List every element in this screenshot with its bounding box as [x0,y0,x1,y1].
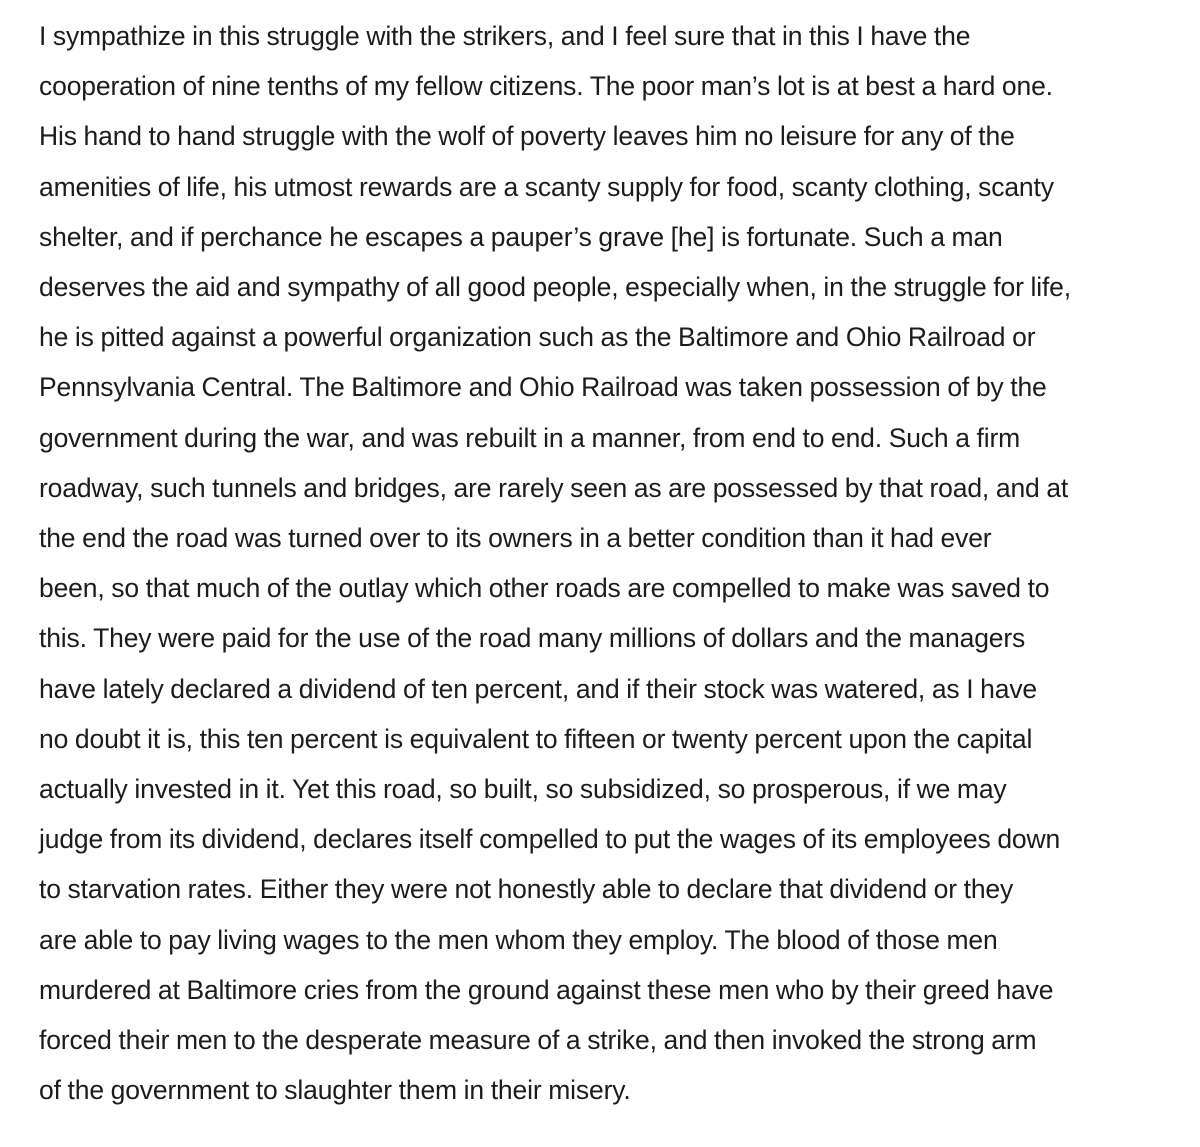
text-line-8: Pennsylvania Central. The Baltimore and Ohio Railroad was taken possession of by the [39,372,1047,403]
text-line-22: of the government to slaughter them in their misery. [39,1075,631,1106]
text-line-3: His hand to hand struggle with the wolf of poverty leaves him no leisure for any of the [39,121,1015,152]
text-line-2: cooperation of nine tenths of my fellow citizens. The poor man’s lot is at best a hard one. [39,71,1053,102]
text-line-14: have lately declared a dividend of ten percent, and if their stock was watered, as I have [39,673,1038,704]
text-line-19: are able to pay living wages to the men whom they employ. The blood of those men [39,924,998,955]
text-line-18: to starvation rates. Either they were not honestly able to declare that dividend or they [39,874,1014,905]
text-line-15: no doubt it is, this ten percent is equivalent to fifteen or twenty percent upon the capital [39,723,1033,754]
text-line-1: I sympathize in this struggle with the strikers, and I feel sure that in this I have the [39,21,971,51]
text-line-11: the end the road was turned over to its owners in a better condition than it had ever [39,523,992,554]
body-paragraph [39,11,1194,1115]
text-line-16: actually invested in it. Yet this road, so built, so subsidized, so prosperous, if we may [39,774,1007,805]
text-line-5: shelter, and if perchance he escapes a pauper’s grave [he] is fortunate. Such a man [39,221,1003,252]
text-line-7: he is pitted against a powerful organization such as the Baltimore and Ohio Railroad or [39,322,1036,353]
text-line-17: judge from its dividend, declares itself compelled to put the wages of its employees down [39,824,1061,855]
text-line-9: government during the war, and was rebuilt in a manner, from end to end. Such a firm [39,422,1021,453]
text-line-10: roadway, such tunnels and bridges, are rarely seen as are possessed by that road, and at [39,472,1069,503]
text-line-21: forced their men to the desperate measure of a strike, and then invoked the strong arm [39,1025,1037,1056]
text-line-20: murdered at Baltimore cries from the ground against these men who by their greed have [39,974,1054,1005]
text-line-6: deserves the aid and sympathy of all good people, especially when, in the struggle for life, [39,272,1071,303]
text-line-13: this. They were paid for the use of the road many millions of dollars and the managers [39,623,1026,654]
text-line-4: amenities of life, his utmost rewards are a scanty supply for food, scanty clothing, scanty [39,171,1054,202]
text-line-12: been, so that much of the outlay which other roads are compelled to make was saved to [39,573,1050,604]
